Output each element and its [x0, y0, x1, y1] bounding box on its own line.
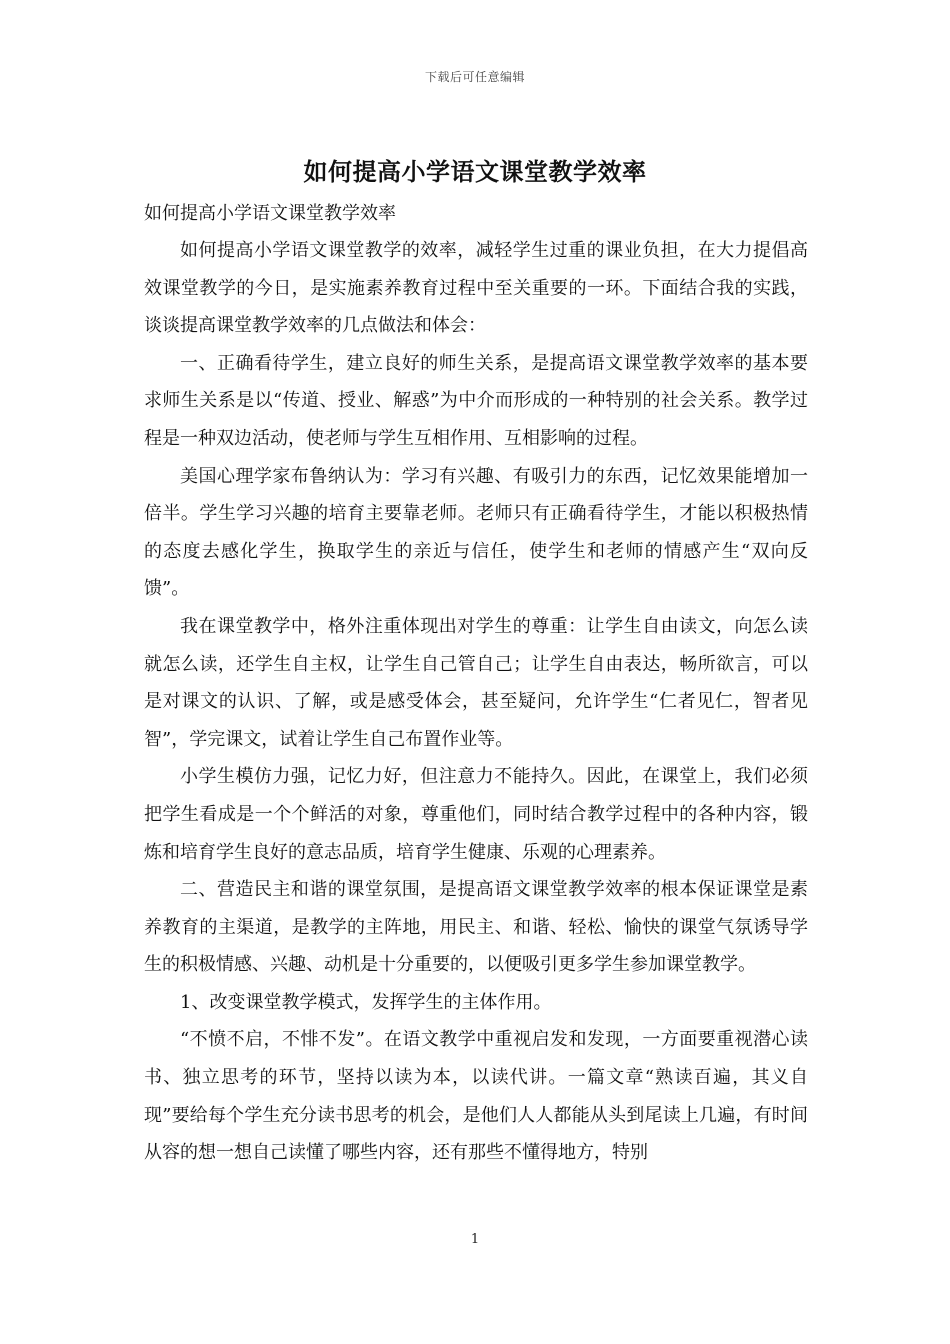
- paragraph-inspiration: “不愤不启，不悱不发”。在语文教学中重视启发和发现，一方面要重视潜心读书、独立思考的环节，坚持以读为本，以读代讲。一篇文章“熟读百遍，其义自现”要给每个学生充分读书思考的机会，是他们人人都能从头到尾读上几遍，有时间从容的想一想自己读懂了哪些内容，还有那些不懂得地方，特别: [144, 1029, 808, 1164]
- document-body: [144, 195, 808, 1172]
- document-title: 如何提高小学语文课堂教学效率: [303, 157, 647, 186]
- paragraph-bruner: 美国心理学家布鲁纳认为：学习有兴趣、有吸引力的东西，记忆效果能增加一倍半。学生学习兴趣的培育主要靠老师。老师只有正确看待学生，才能以积极热情的态度去感化学生，换取学生的亲近与信任，使学生和老师的情感产生“双向反馈”。: [144, 465, 808, 600]
- page-number: 1: [470, 1232, 480, 1247]
- paragraph-imitation: 小学生模仿力强，记忆力好，但注意力不能持久。因此，在课堂上，我们必须把学生看成是一个个鲜活的对象，尊重他们，同时结合教学过程中的各种内容，锻炼和培育学生良好的意志品质，培育学生健康、乐观的心理素养。: [144, 766, 808, 863]
- document-subtitle: 如何提高小学语文课堂教学效率: [144, 203, 396, 224]
- paragraph-respect: 我在课堂教学中，格外注重体现出对学生的尊重：让学生自由读文，向怎么读就怎么读，还学生自主权，让学生自己管自己；让学生自由表达，畅所欲言，可以是对课文的认识、了解，或是感受体会，甚至疑问，允许学生“仁者见仁，智者见智”，学完课文，试着让学生自己布置作业等。: [144, 615, 808, 750]
- paragraph-section-two: 二、营造民主和谐的课堂氛围，是提高语文课堂教学效率的根本保证课堂是素养教育的主渠道，是教学的主阵地，用民主、和谐、轻松、愉快的课堂气氛诱导学生的积极情感、兴趣、动机是十分重要的，以便吸引更多学生参加课堂教学。: [144, 879, 808, 976]
- paragraph-section-one: 一、正确看待学生，建立良好的师生关系，是提高语文课堂教学效率的基本要求师生关系是以“传道、授业、解惑”为中介而形成的一种特别的社会关系。教学过程是一种双边活动，使老师与学生互相作用、互相影响的过程。: [144, 352, 808, 449]
- paragraph-intro: 如何提高小学语文课堂教学的效率，减轻学生过重的课业负担，在大力提倡高效课堂教学的今日，是实施素养教育过程中至关重要的一环。下面结合我的实践，谈谈提高课堂教学效率的几点做法和体会：: [144, 240, 808, 337]
- paragraph-subsection-one: 1、改变课堂教学模式，发挥学生的主体作用。: [180, 991, 552, 1013]
- header-note: 下载后可任意编辑: [424, 70, 525, 84]
